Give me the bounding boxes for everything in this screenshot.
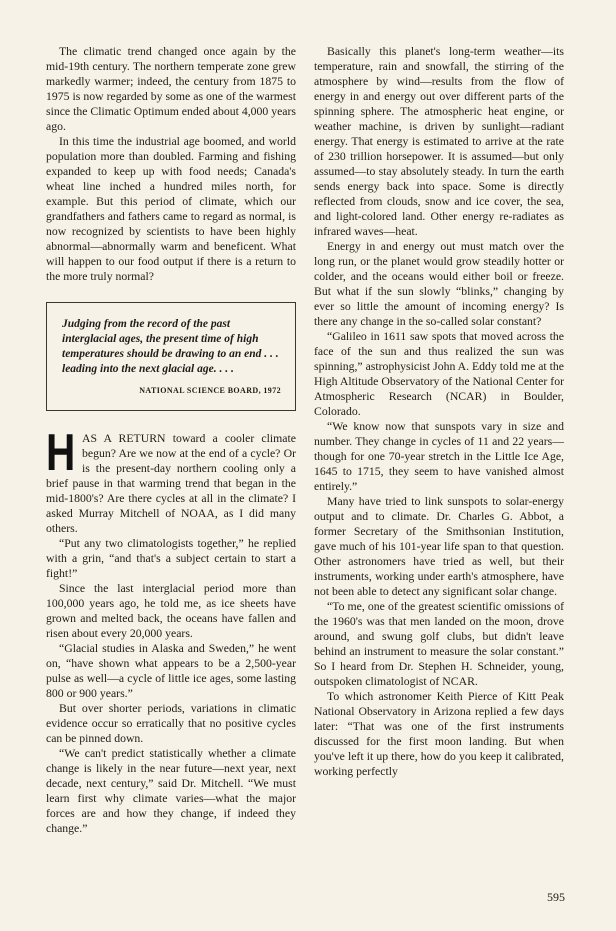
pull-quote xyxy=(46,302,296,411)
right-column xyxy=(314,44,564,779)
section-lead-paragraph xyxy=(46,424,296,536)
body-paragraph: Since the last interglacial period more than 100,000 years ago, he told me, as ice sheets have grown and melted back, the oceans have fallen and risen about every 20,000 years. xyxy=(46,582,296,640)
drop-cap: H xyxy=(46,424,76,482)
body-paragraph: The climatic trend changed once again by the mid-19th century. The northern temperate zone grew markedly warmer; indeed, the century from 1875 to 1975 is now regarded by some as one of the warmest since the Climatic Optimum ended about 4,000 years ago. xyxy=(46,45,296,133)
pull-quote-text: Judging from the record of the past interglacial ages, the present time of high temperatures should be drawing to an end . . . leading into the next glacial age. . . . xyxy=(62,318,279,375)
body-paragraph: “Put any two climatologists together,” he replied with a grin, “and that's a subject certain to start a fight!” xyxy=(46,537,296,580)
body-paragraph: “We know now that sunspots vary in size and number. They change in cycles of 11 and 22 years—though for one 70-year stretch in the Little Ice Age, 1645 to 1715, they seem to have vanished almost entirely.” xyxy=(314,420,564,493)
body-paragraph: Basically this planet's long-term weather—its temperature, rain and snowfall, the stirring of the atmosphere by wind—results from the flow of energy in and energy out over different parts of the spinning sphere. The atmospheric heat engine, or weather machine, is driven by sunlight—radiant energy. That energy is estimated to arrive at the rate of 230 trillion horsepower. It is assumed—but only assumed—to stay absolutely steady. In turn the earth sends energy back into space. Some is directly reflected from clouds, snow and ice cover, the sea, and light-colored land. Other energy re-radiates as infrared waves—heat. xyxy=(314,45,564,238)
body-paragraph: Energy in and energy out must match over the long run, or the planet would grow steadily hotter or colder, and the oceans would either boil or freeze. But what if the sun slowly “blinks,” changing by ever so little the amount of incoming energy? Is there any change in the so-called solar constant? xyxy=(314,240,564,328)
body-paragraph: “Galileo in 1611 saw spots that moved across the face of the sun and thus realized the sun was spinning,” astrophysicist John A. Eddy told me at the High Altitude Observatory of the National Center for Atmospheric Research (NCAR) in Boulder, Colorado. xyxy=(314,330,564,418)
body-paragraph: “Glacial studies in Alaska and Sweden,” he went on, “have shown what appears to be a 2,500-year pulse as well—a cycle of little ice ages, some lasting 800 or 900 years.” xyxy=(46,642,296,700)
body-paragraph: “To me, one of the greatest scientific omissions of the 1960's was that men landed on the moon, drove around, and swung golf clubs, but didn't leave behind an instrument to measure the solar constant.” So I heard from Dr. Stephen H. Schneider, young, outspoken climatologist of NCAR. xyxy=(314,600,564,688)
body-paragraph: “We can't predict statistically whether a climate change is likely in the near future—next year, next decade, next century,” said Dr. Mitchell. “We must learn first why climate varies—what the major forces are and how they change, if indeed they change.” xyxy=(46,747,296,835)
page-number: 595 xyxy=(547,890,565,904)
left-column xyxy=(46,44,296,836)
body-paragraph: But over shorter periods, variations in climatic evidence occur so erratically that no positive cycles can be pinned down. xyxy=(46,702,296,745)
body-paragraph: To which astronomer Keith Pierce of Kitt Peak National Observatory in Arizona replied a few days later: “That was one of the first instruments discussed for the first moon landing. But when you've left it up there, how do you keep it calibrated, working perfectly xyxy=(314,690,564,778)
lead-paragraph-text: AS A RETURN toward a cooler climate begun? Are we now at the end of a cycle? Or is the present-day northern cooling only a brief pause in that warming trend that began in the mid-1800's? Are there cycles at all in the climate? I asked Murray Mitchell of NOAA, as I did many others. xyxy=(46,432,296,535)
body-paragraph: In this time the industrial age boomed, and world population more than doubled. Farming and fishing expanded to keep up with food needs; Canada's wheat line inched a hundred miles north, for example. But this period of climate, which our grandfathers and fathers came to regard as normal, is now recognized by scientists to have been highly abnormal—abnormally warm and beneficent. What will happen to our food output if there is a return to the more truly normal? xyxy=(46,135,296,283)
body-paragraph: Many have tried to link sunspots to solar-energy output and to climate. Dr. Charles G. Abbot, a former Secretary of the Smithsonian Institution, gave much of his 101-year life span to that question. Other astronomers have tried as well, but their instruments, working under earth's atmosphere, have not been able to detect any significant solar change. xyxy=(314,495,564,598)
pull-quote-source: NATIONAL SCIENCE BOARD, 1972 xyxy=(139,386,281,395)
